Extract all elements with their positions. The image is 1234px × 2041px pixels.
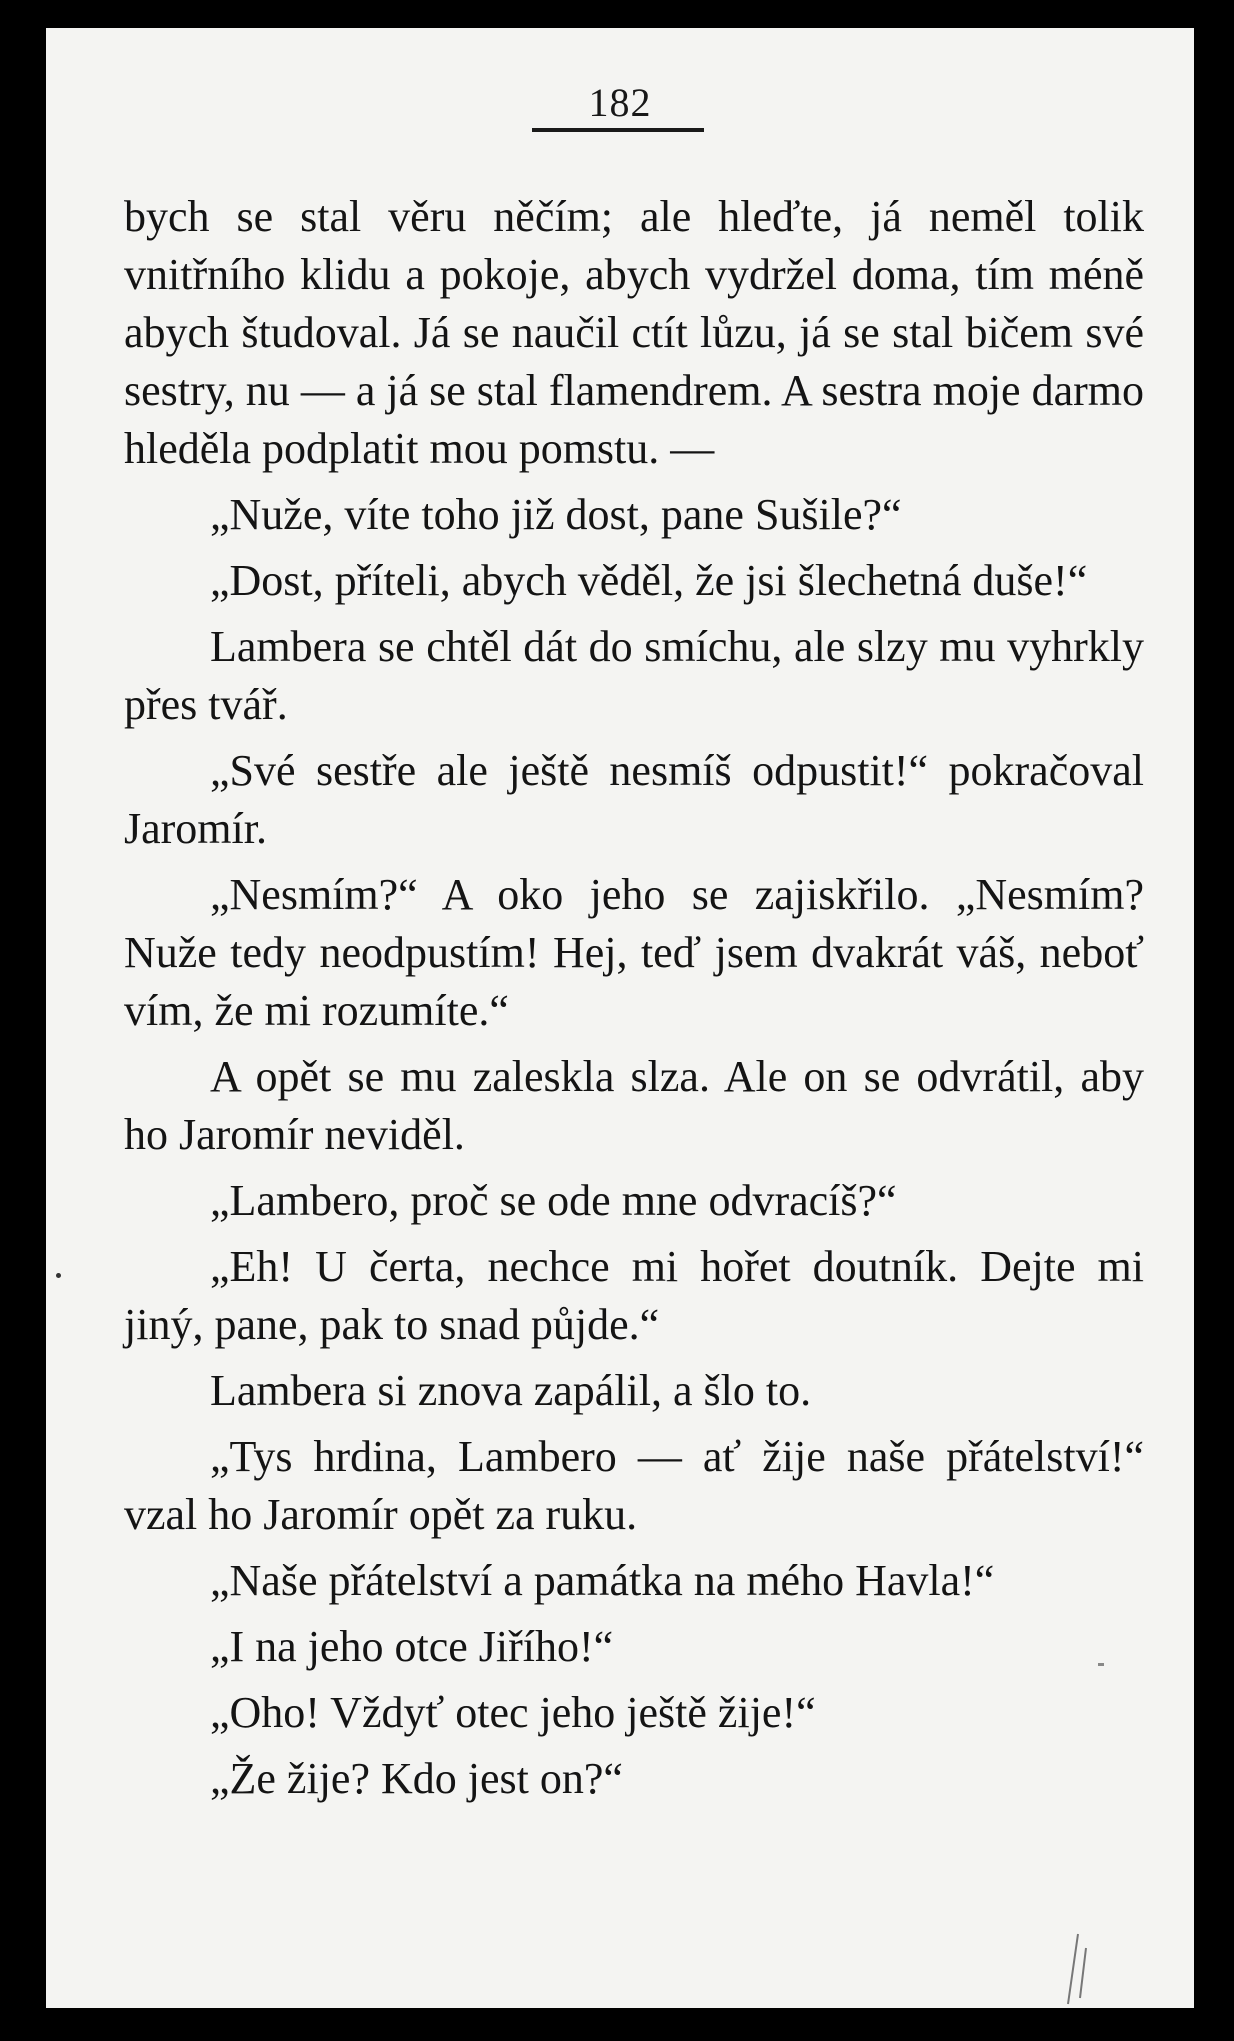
paragraph: „Že žije? Kdo jest on?“ xyxy=(210,1754,623,1803)
ink-speck xyxy=(56,1273,61,1278)
body-text xyxy=(124,188,1144,1816)
paragraph: Lambera se chtěl dát do smíchu, ale slzy mu vyhrkly přes tvář. xyxy=(124,622,1144,729)
paragraph: „I na jeho otce Jiřího!“ xyxy=(210,1622,614,1671)
paragraph: A opět se mu zaleskla slza. Ale on se odvrátil, aby ho Jaromír neviděl. xyxy=(124,1052,1144,1159)
paragraph: „Nuže, víte toho již dost, pane Sušile?“ xyxy=(210,490,902,539)
paragraph: „Své sestře ale ještě nesmíš odpustit!“ pokračoval Jaromír. xyxy=(124,746,1144,853)
page-number: 182 xyxy=(588,80,652,125)
pencil-scratch xyxy=(1056,1928,1096,2006)
paragraph: „Nesmím?“ A oko jeho se zajiskřilo. „Nesmím? Nuže tedy neodpustím! Hej, teď jsem dvakrát váš, neboť vím, že mi rozumíte.“ xyxy=(124,870,1144,1035)
paragraph: „Dost, příteli, abych věděl, že jsi šlechetná duše!“ xyxy=(210,556,1088,605)
paragraph: bych se stal věru něčím; ale hleďte, já neměl tolik vnitřního klidu a pokoje, abych vydržel doma, tím méně abych študoval. Já se naučil ctít lůzu, já se stal bičem své sestry, nu — a já se stal flamendrem. A sestra moje darmo hleděla podplatit mou pomstu. — xyxy=(124,192,1144,473)
paragraph: „Tys hrdina, Lambero — ať žije naše přátelství!“ vzal ho Jaromír opět za ruku. xyxy=(124,1432,1144,1539)
header-rule xyxy=(532,128,704,132)
book-page xyxy=(46,28,1194,2008)
ink-speck xyxy=(1098,1663,1104,1666)
paragraph: „Oho! Vždyť otec jeho ještě žije!“ xyxy=(210,1688,816,1737)
paragraph: Lambera si znova zapálil, a šlo to. xyxy=(210,1366,812,1415)
paragraph: „Eh! U čerta, nechce mi hořet doutník. Dejte mi jiný, pane, pak to snad půjde.“ xyxy=(124,1242,1144,1349)
paragraph: „Lambero, proč se ode mne odvracíš?“ xyxy=(210,1176,897,1225)
paragraph: „Naše přátelství a památka na mého Havla!“ xyxy=(210,1556,995,1605)
